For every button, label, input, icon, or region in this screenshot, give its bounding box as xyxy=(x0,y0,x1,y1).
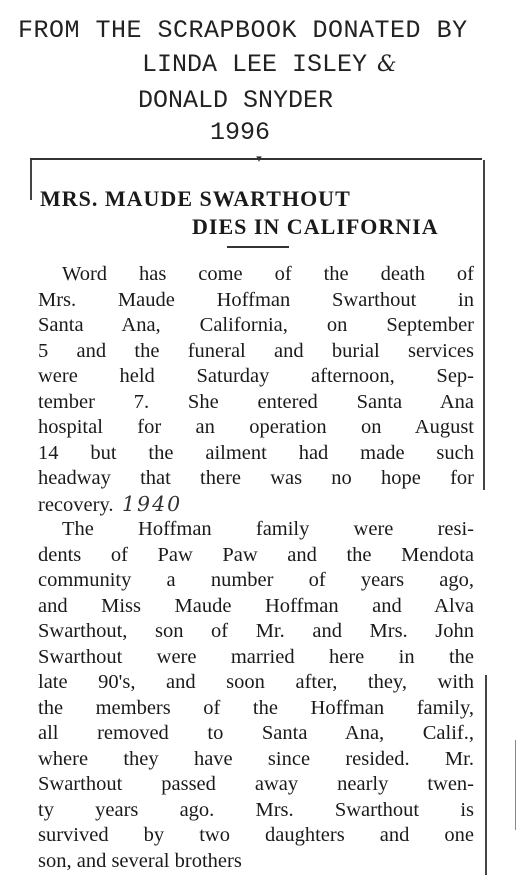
text-line: hospital for an operation on August xyxy=(38,416,474,438)
clipping-left-edge xyxy=(30,160,32,200)
headline-line-1: MRS. MAUDE SWARTHOUT xyxy=(40,186,351,211)
headline-rule xyxy=(227,246,289,248)
text-line: Word has come of the death of xyxy=(62,263,474,285)
handwritten-ampersand: & xyxy=(377,52,397,77)
header-line-2 xyxy=(142,48,397,82)
donor-name-2: DONALD SNYDER xyxy=(138,86,334,115)
text-line: Swarthout were married here in the xyxy=(38,645,474,668)
text-line: son, and several brothers xyxy=(38,849,242,872)
paragraph-1 xyxy=(38,262,474,517)
clipping-far-right-edge xyxy=(515,740,516,830)
text-line: community a number of years ago, xyxy=(38,569,474,591)
text-line: survived by two daughters and one xyxy=(38,824,474,846)
headline-line-2: DIES IN CALIFORNIA xyxy=(192,214,439,239)
text-line: were held Saturday afternoon, Sep- xyxy=(38,365,474,387)
article-headline xyxy=(40,186,439,240)
donor-name-1: LINDA LEE ISLEY xyxy=(142,50,368,79)
text-line: 5 and the funeral and burial services xyxy=(38,339,474,362)
text-line: Swarthout, son of Mr. and Mrs. John xyxy=(38,620,474,642)
paragraph-2 xyxy=(38,517,474,874)
text-line: late 90's, and soon after, they, with xyxy=(38,671,474,693)
clipping-right-rule-upper xyxy=(483,160,485,490)
text-line: ty years ago. Mrs. Swarthout is xyxy=(38,798,474,821)
text-line: Santa Ana, California, on September xyxy=(38,314,474,336)
article-body xyxy=(38,262,474,874)
text-line: dents of Paw Paw and the Mendota xyxy=(38,543,474,566)
text-line: headway that there was no hope for xyxy=(38,467,474,489)
text-line: where they have since resided. Mr. xyxy=(38,747,474,770)
text-line: 14 but the ailment had made such xyxy=(38,441,474,464)
clipping-right-rule-lower xyxy=(485,675,487,875)
text-line: and Miss Maude Hoffman and Alva xyxy=(38,594,474,617)
text-line: the members of the Hoffman family, xyxy=(38,696,474,719)
rule-ornament-icon: ▾ xyxy=(256,153,262,165)
header-line-1: FROM THE SCRAPBOOK DONATED BY xyxy=(18,16,468,45)
text-line: Mrs. Maude Hoffman Swarthout in xyxy=(38,288,474,311)
handwritten-year: 1940 xyxy=(113,491,183,516)
text-line: Swarthout passed away nearly twen- xyxy=(38,773,474,795)
text-line: all removed to Santa Ana, Calif., xyxy=(38,722,474,744)
text-line: tember 7. She entered Santa Ana xyxy=(38,390,474,413)
text-line: The Hoffman family were resi- xyxy=(62,518,474,540)
text-line: recovery. 1940 xyxy=(38,491,183,516)
header-year: 1996 xyxy=(210,118,271,147)
